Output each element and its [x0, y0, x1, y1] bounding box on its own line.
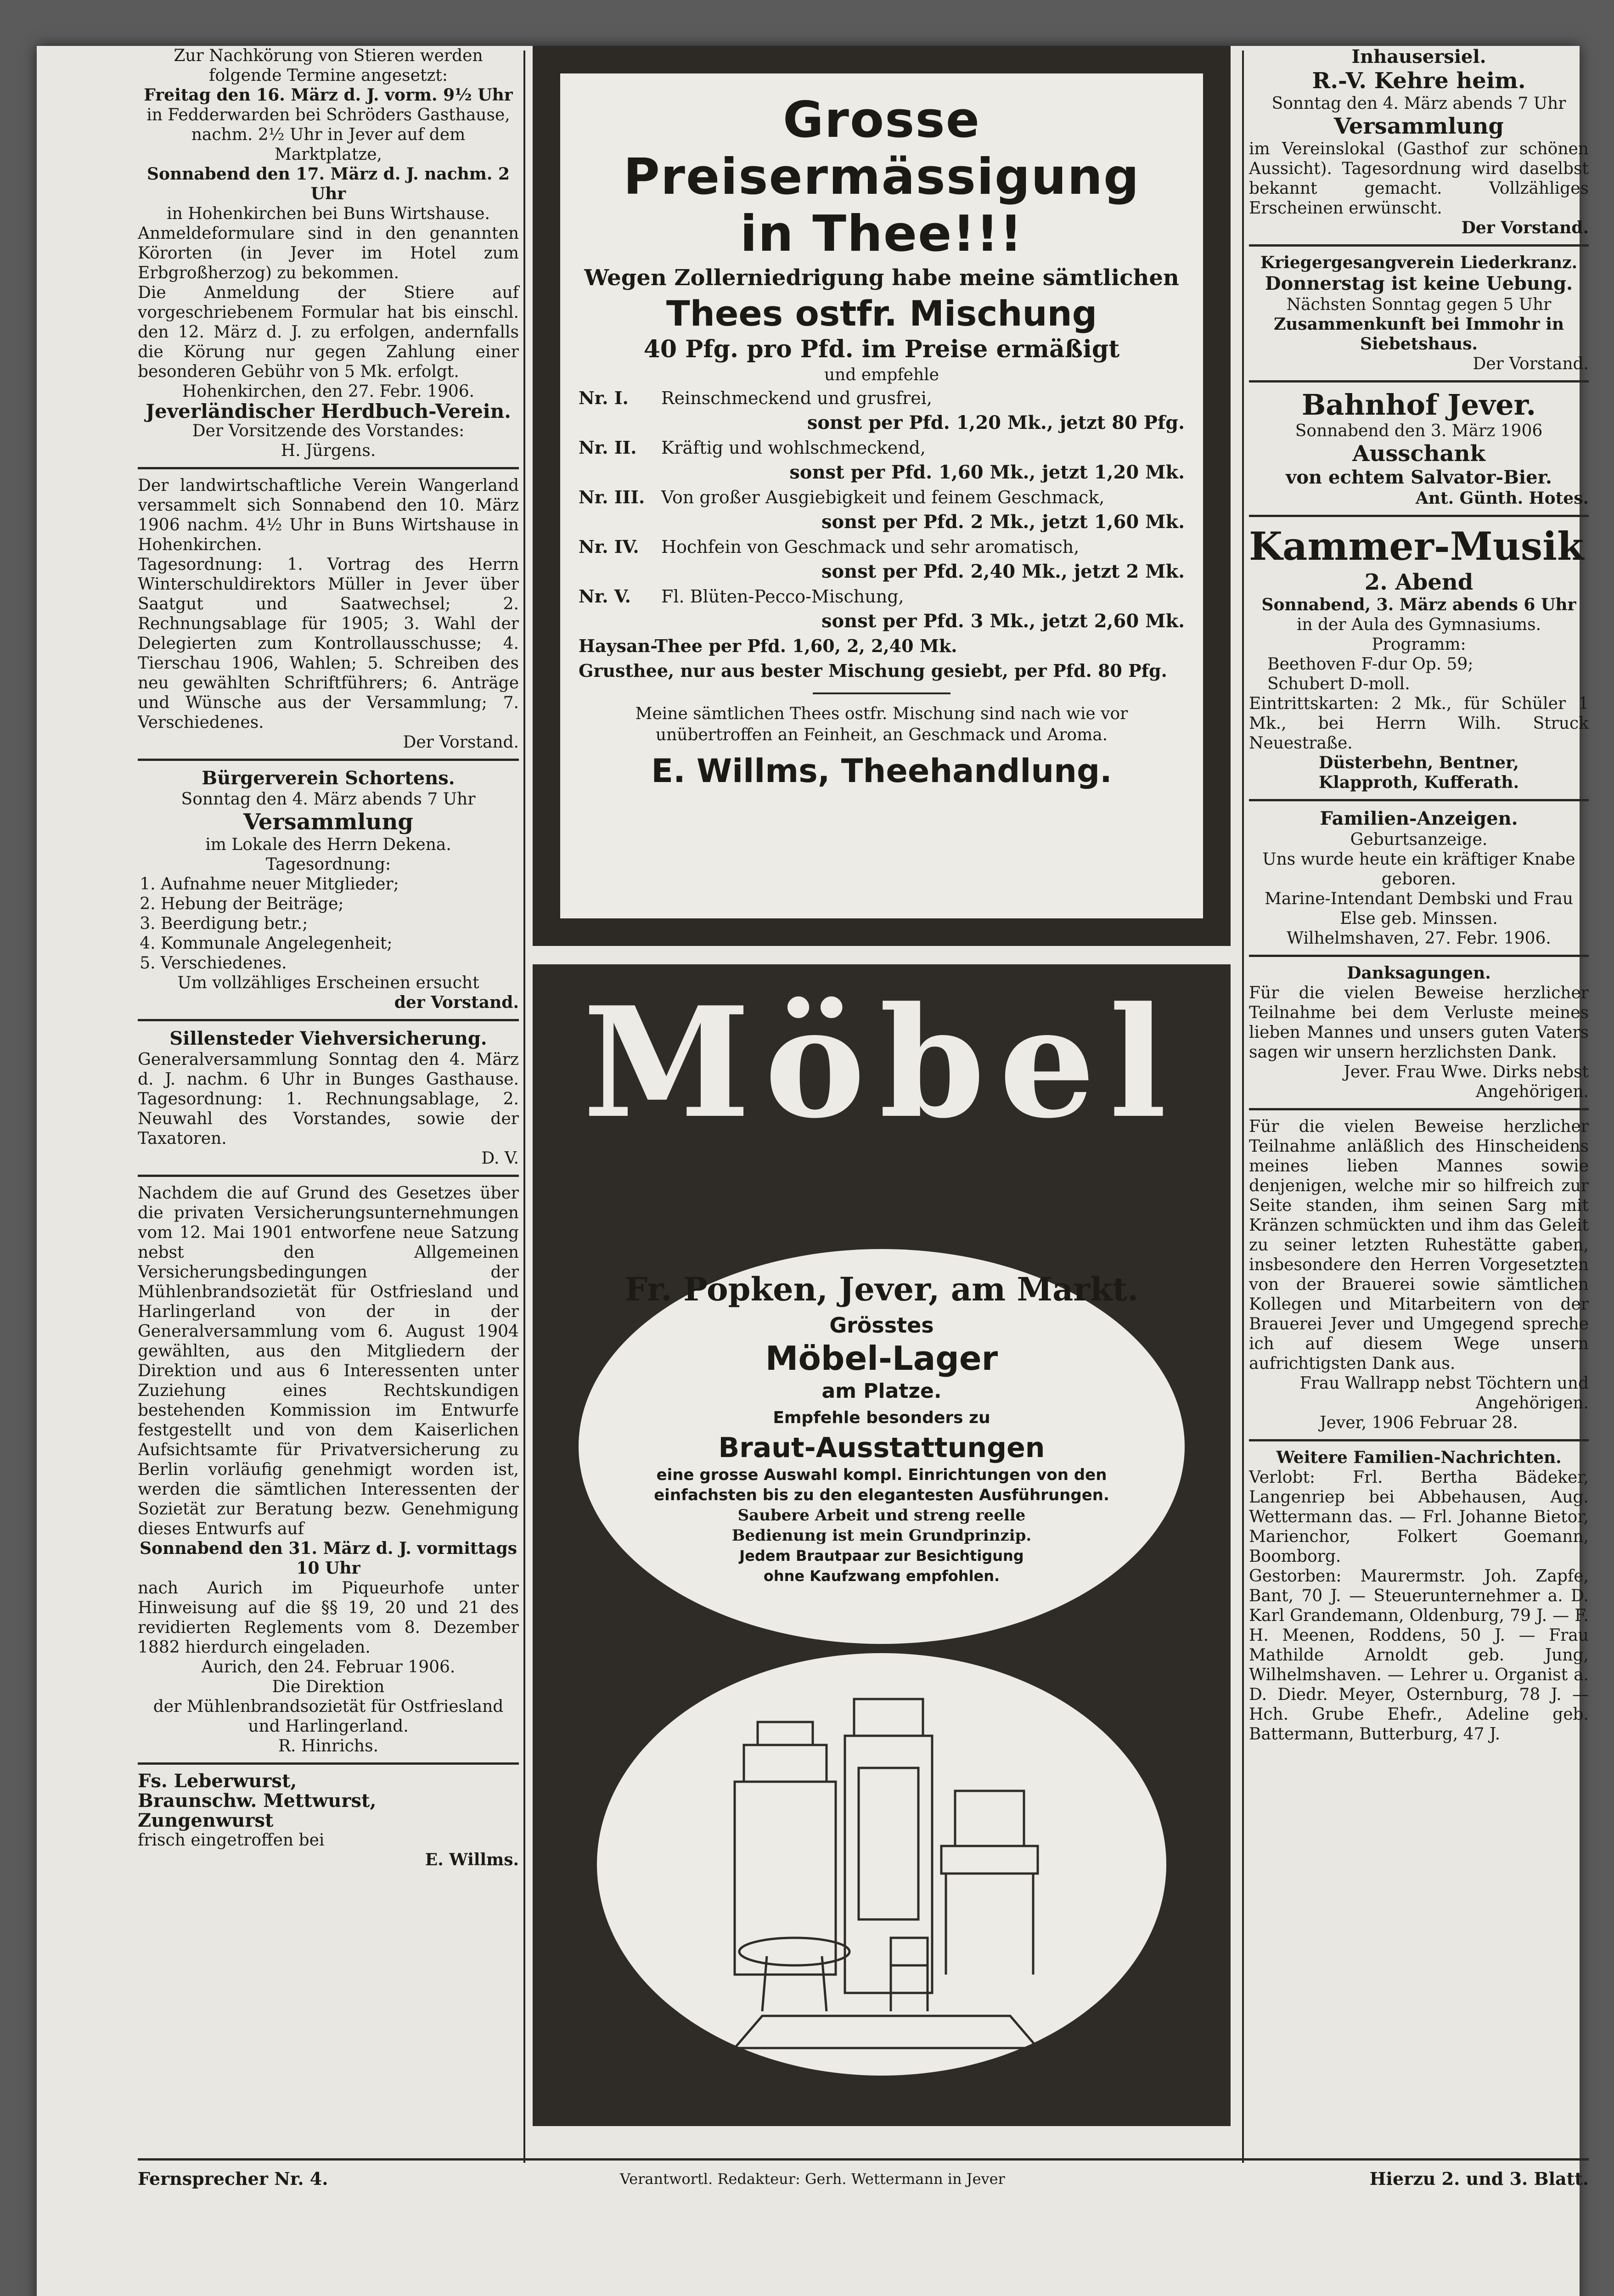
- inhausersiel-title: R.-V. Kehre heim.: [1312, 68, 1526, 94]
- koerung-notice: [138, 46, 519, 461]
- moebel-empfehle: Empfehle besonders zu: [773, 1408, 990, 1427]
- buergerverein-sign: der Vorstand.: [394, 993, 519, 1012]
- divider: [138, 1019, 519, 1021]
- sillenstede-title: Sillensteder Viehversicherung.: [169, 1028, 487, 1049]
- moebel-braut: Braut-Ausstattungen: [718, 1432, 1045, 1464]
- kammer-place: in der Aula des Gymnasiums.: [1296, 615, 1541, 634]
- inhausersiel-sign: Der Vorstand.: [1461, 218, 1589, 237]
- tea-item-nr: Nr. IV.: [579, 536, 639, 557]
- moebel-arc: Fr. Popken, Jever, am Markt.: [624, 1270, 1139, 1308]
- tea-grus: Grusthee, nur aus bester Mischung gesiebt, per Pfd. 80 Pfg.: [579, 660, 1167, 681]
- krieger-bold: Zusammenkunft bei Immohr in Siebetshaus.: [1273, 315, 1564, 354]
- geburt-date: Wilhelmshaven, 27. Febr. 1906.: [1287, 929, 1551, 948]
- tea-item: [579, 386, 1185, 435]
- agenda-item: 4. Kommunale Angelegenheit;: [161, 934, 519, 953]
- divider: [1249, 515, 1589, 517]
- agenda-item: 3. Beerdigung betr.;: [161, 914, 519, 934]
- landwirt-notice: [138, 476, 519, 752]
- divider: [1249, 1439, 1589, 1441]
- middle-column: [528, 46, 1244, 2126]
- bahnhof-body: von echtem Salvator-Bier.: [1286, 467, 1552, 488]
- tea-item-desc: Von großer Ausgiebigkeit und feinem Geschmack,: [661, 487, 1105, 507]
- tea-brand: Thees ostfr. Mischung: [666, 293, 1097, 334]
- landwirt-body: Der landwirtschaftliche Verein Wangerland versammelt sich Sonnabend den 10. März 1906 nachm. 4½ Uhr in Buns Wirtshause in Hohenkirchen.: [138, 476, 519, 554]
- tea-item: [579, 435, 1185, 485]
- bahnhof-date: Sonnabend den 3. März 1906: [1295, 422, 1543, 440]
- muehlen-body2: nach Aurich im Piqueurhofe unter Hinweisung auf die §§ 19, 20 und 21 des revidierten Reglements vom 8. Dezember 1882 hierdurch eingeladen.: [138, 1579, 519, 1657]
- muehlen-date: Sonnabend den 31. März d. J. vormittags 10 Uhr: [140, 1539, 517, 1578]
- agenda-item: 5. Verschiedenes.: [161, 953, 519, 973]
- buergerverein-date: Sonntag den 4. März abends 7 Uhr: [181, 790, 476, 809]
- inhausersiel-heading: Versammlung: [1334, 113, 1504, 139]
- tea-item-nr: Nr. II.: [579, 437, 637, 458]
- tea-sub1: Wegen Zollerniedrigung habe meine sämtlichen: [584, 265, 1179, 291]
- sillenstede-sign: D. V.: [481, 1149, 519, 1168]
- sillenstede-notice: [138, 1028, 519, 1168]
- kammer-names2: Klapproth, Kufferath.: [1318, 773, 1519, 792]
- tea-item: [579, 485, 1185, 535]
- geburt-title: Geburtsanzeige.: [1350, 830, 1488, 849]
- tea-item: [579, 535, 1185, 584]
- divider: [1249, 799, 1589, 801]
- koerung-body2: Die Anmeldung der Stiere auf vorgeschriebenem Formular hat bis einschl. den 12. März d. J. zu erfolgen, andernfalls die Körung nur gegen Zahlung einer besonderen Gebühr von 5 Mk. erfolgt.: [138, 283, 519, 381]
- muehlen-sign1: Die Direktion: [272, 1677, 385, 1696]
- muehlen-sign2: der Mühlenbrandsozietät für Ostfriesland und Harlingerland.: [153, 1697, 504, 1736]
- koerung-place2: in Hohenkirchen bei Buns Wirtshause.: [167, 204, 490, 223]
- koerung-date1: Freitag den 16. März d. J. vorm. 9½ Uhr: [144, 85, 513, 105]
- tea-item-nr: Nr. III.: [579, 487, 645, 507]
- kammer-date: Sonnabend, 3. März abends 6 Uhr: [1261, 595, 1576, 614]
- divider: [1249, 380, 1589, 383]
- tea-item-nr: Nr. I.: [579, 388, 629, 408]
- bahnhof-heading: Ausschank: [1352, 441, 1485, 467]
- koerung-intro: Zur Nachkörung von Stieren werden folgende Termine angesetzt:: [174, 46, 483, 85]
- divider: [138, 759, 519, 761]
- moebel-grundsatz: Saubere Arbeit und streng reelle Bedienung ist mein Grundprinzip.: [731, 1506, 1032, 1545]
- tea-title2: in Thee!!!: [740, 205, 1024, 263]
- moebel-groesstes: Grösstes: [829, 1313, 934, 1338]
- tea-item-desc: Fl. Blüten-Pecco-Mischung,: [661, 586, 904, 607]
- tea-item-price: sonst per Pfd. 3 Mk., jetzt 2,60 Mk.: [821, 610, 1185, 632]
- moebel-lager: Möbel-Lager: [765, 1339, 998, 1378]
- koerung-date2: Sonnabend den 17. März d. J. nachm. 2 Uhr: [146, 164, 510, 203]
- left-column: [138, 46, 519, 1870]
- divider: [138, 1762, 519, 1765]
- wurst-line1: Fs. Leberwurst,: [138, 1770, 297, 1792]
- koerung-signer: H. Jürgens.: [281, 441, 376, 460]
- divider: [138, 1175, 519, 1177]
- muehlen-place-date: Aurich, den 24. Februar 1906.: [201, 1658, 456, 1677]
- geburt-sign: Marine-Intendant Dembski und Frau Else geb. Minssen.: [1265, 889, 1573, 928]
- muehlen-notice: [138, 1183, 519, 1756]
- bahnhof-sign: Ant. Günth. Hotes.: [1415, 489, 1589, 508]
- dank1-sign: Jever. Frau Wwe. Dirks nebst Angehörigen.: [1344, 1063, 1589, 1101]
- weitere-notices: [1249, 1448, 1589, 1744]
- tea-title1: Grosse Preisermässigung: [623, 91, 1140, 206]
- buergerverein-place: im Lokale des Herrn Dekena.: [205, 835, 451, 854]
- tea-item-price: sonst per Pfd. 1,60 Mk., jetzt 1,20 Mk.: [789, 461, 1185, 483]
- tea-haysan: Haysan-Thee per Pfd. 1,60, 2, 2,40 Mk.: [579, 636, 957, 656]
- wurst-line2: Braunschw. Mettwurst,: [138, 1790, 377, 1812]
- divider: [1249, 1108, 1589, 1110]
- krieger-title: Kriegergesangverein Liederkranz.: [1260, 253, 1578, 272]
- tea-item-desc: Hochfein von Geschmack und sehr aromatisch,: [661, 537, 1080, 557]
- tea-ad: [533, 46, 1231, 946]
- muehlen-body: Nachdem die auf Grund des Gesetzes über die privaten Versicherungsunternehmungen vom 12. Mai 1901 entworfene neue Satzung nebst den Allgemeinen Versicherungsbedingungen der Mühlenbrandsozietät für Ostfriesland und Harlingerland von der in der Generalversammlung vom 6. August 1904 gewählten, aus den Mitgliedern der Direktion und aus 6 Interessenten unter Zuziehung eines Rechtskundigen bestehenden Kommission im Entwurfe festgestellt und von dem Kaiserlichen Aufsichtsamte für Privatversicherung zu Berlin vorläufig genehmigt worden ist, werden die sämtlichen Interessenten der Sozietät zur Beratung bezw. Genehmigung dieses Entwurfs auf: [138, 1184, 519, 1538]
- footer-center: Verantwortl. Redakteur: Gerh. Wettermann in Jever: [620, 2170, 1005, 2188]
- wurst-sign: E. Willms.: [425, 1850, 519, 1869]
- divider: [1249, 244, 1589, 247]
- moebel-am-platze: am Platze.: [821, 1379, 942, 1403]
- wurst-ad: [138, 1771, 519, 1870]
- krieger-sign: Der Vorstand.: [1473, 355, 1589, 373]
- buergerverein-closing: Um vollzähliges Erscheinen ersucht: [177, 974, 479, 992]
- kammer-names1: Düsterbehn, Bentner,: [1319, 753, 1519, 772]
- kammer-sub: 2. Abend: [1364, 569, 1473, 595]
- moebel-ad: [533, 964, 1231, 2126]
- kammer-tickets: Eintrittskarten: 2 Mk., für Schüler 1 Mk., bei Herrn Wilh. Struck Neuestraße.: [1249, 694, 1589, 753]
- tea-item-price: sonst per Pfd. 2,40 Mk., jetzt 2 Mk.: [821, 561, 1185, 582]
- weitere-verlobt: Verlobt: Frl. Bertha Bädeker, Langenriep bei Abbehausen, Aug. Wettermann das. — Frl. Johanne Bietor, Marienchor, Folkert Goemann, Boomborg.: [1249, 1468, 1589, 1566]
- koerung-place1: in Fedderwarden bei Schröders Gasthause, nachm. 2½ Uhr in Jever auf dem Marktplatze,: [146, 106, 510, 164]
- buergerverein-heading: Versammlung: [243, 809, 413, 835]
- koerung-body: Anmeldeformulare sind in den genannten Körorten (in Jever im Hotel zum Erbgroßherzog) zu bekommen.: [138, 224, 519, 282]
- moebel-word: Möbel: [583, 974, 1181, 1152]
- column-divider: [523, 51, 525, 2163]
- muehlen-sign3: R. Hinrichs.: [278, 1737, 379, 1756]
- weitere-title: Weitere Familien-Nachrichten.: [1276, 1448, 1562, 1467]
- kammer-title: Kammer-Musik: [1249, 523, 1584, 569]
- geburt-body: Uns wurde heute ein kräftiger Knabe geboren.: [1262, 850, 1575, 889]
- tea-item-desc: Kräftig und wohlschmeckend,: [661, 438, 926, 458]
- tea-item: [579, 584, 1185, 634]
- wurst-line4: frisch eingetroffen bei: [138, 1831, 325, 1850]
- dank2-body: Für die vielen Beweise herzlicher Teilnahme anläßlich des Hinscheidens meines lieben Mannes sowie denjenigen, welche mir so hilfreich zur Seite standen, ihm seinen Sarg mit Kränzen schmückten und ihm das Geleit zu seiner letzten Ruhestätte gaben, insbesondere den Herren Vorgesetzten von der Brauerei sowie sämtlichen Kollegen und Mitarbeitern von der Brauerei Jever und Umgegend spreche ich auf diesem Wege unsern aufrichtigsten Dank aus.: [1249, 1117, 1589, 1373]
- wurst-line3: Zungenwurst: [138, 1810, 274, 1831]
- sillenstede-body: Generalversammlung Sonntag den 4. März d. J. nachm. 6 Uhr in Bunges Gasthause. Tagesordnung: 1. Rechnungsablage, 2. Neuwahl des Vorstandes, sowie der Taxatoren.: [138, 1050, 519, 1148]
- krieger-heading: Donnerstag ist keine Uebung.: [1265, 273, 1573, 294]
- tea-item-nr: Nr. V.: [579, 586, 631, 607]
- weitere-gestorben: Gestorben: Maurermstr. Joh. Zapfe, Bant, 70 J. — Steuerunternehmer a. D. Karl Grandemann, Oldenburg, 79 J. — F. H. Meenen, Roddens, 50 J. — Frau Mathilde Arnoldt geb. Jung, Wilhelmshaven. — Lehrer u. Organist a. D. Diedr. Meyer, Osternburg, 78 J. — Hch. Grube Ehefr., Adeline geb. Battermann, Butterburg, 47 J.: [1249, 1567, 1589, 1744]
- inhausersiel-place: Inhausersiel.: [1351, 46, 1486, 68]
- buergerverein-title: Bürgerverein Schortens.: [202, 767, 455, 789]
- inhausersiel-date: Sonntag den 4. März abends 7 Uhr: [1271, 94, 1566, 113]
- tea-ad-inner: [560, 73, 1203, 918]
- dank-title: Danksagungen.: [1347, 963, 1491, 983]
- tea-sub3: und empfehle: [824, 366, 939, 384]
- footer-right: Hierzu 2. und 3. Blatt.: [1369, 2168, 1589, 2189]
- buergerverein-agenda: [138, 874, 519, 973]
- krieger-notice: [1249, 253, 1589, 374]
- inhausersiel-notice: [1249, 46, 1589, 238]
- familie-title: Familien-Anzeigen.: [1320, 808, 1518, 829]
- furniture-illustration: [707, 1681, 1056, 2057]
- moebel-text-block: [615, 1267, 1148, 1586]
- moebel-besichtigung: Jedem Brautpaar zur Besichtigung ohne Kaufzwang empfohlen.: [739, 1547, 1024, 1585]
- krieger-body: Nächsten Sonntag gegen 5 Uhr: [1286, 295, 1552, 314]
- divider: [1249, 955, 1589, 957]
- moebel-auswahl: eine grosse Auswahl kompl. Einrichtungen von den einfachsten bis zu den elegantesten Ausführungen.: [654, 1466, 1109, 1504]
- right-column: [1249, 46, 1589, 1744]
- dank1-body: Für die vielen Beweise herzlicher Teilnahme bei dem Verluste meines lieben Mannes und unsers guten Vaters sagen wir unsern herzlichsten Dank.: [1249, 984, 1589, 1062]
- kammer-program-label: Programm:: [1372, 635, 1466, 654]
- dank2-date: Jever, 1906 Februar 28.: [1320, 1413, 1518, 1432]
- buergerverein-notice: [138, 767, 519, 1013]
- kammer-notice: [1249, 523, 1589, 793]
- tea-sub2: 40 Pfg. pro Pfd. im Preise ermäßigt: [643, 335, 1120, 363]
- koerung-place-date: Hohenkirchen, den 27. Febr. 1906.: [182, 382, 475, 401]
- koerung-org: Jeverländischer Herdbuch-Verein.: [146, 400, 511, 422]
- bahnhof-title: Bahnhof Jever.: [1301, 388, 1536, 422]
- landwirt-body2: Tagesordnung: 1. Vortrag des Herrn Winterschuldirektors Müller in Jever über Saatgut und Saatwechsel; 2. Rechnungsablage für 1905; 3. Wahl der Delegierten zum Kontrollausschusse; 4. Tierschau 1906, Wahlen; 5. Schreiben des neu gewählten Schriftführers; 6. Anträge und Wünsche aus der Versammlung; 7. Verschiedenes.: [138, 555, 519, 732]
- tea-item-desc: Reinschmeckend und grusfrei,: [661, 388, 932, 408]
- inhausersiel-body: im Vereinslokal (Gasthof zur schönen Aussicht). Tagesordnung wird daselbst bekannt gemacht. Vollzähliges Erscheinen erwünscht.: [1249, 140, 1589, 218]
- divider: [813, 692, 950, 694]
- kammer-program2: Schubert D-moll.: [1267, 675, 1410, 693]
- kammer-program1: Beethoven F-dur Op. 59;: [1267, 655, 1473, 674]
- footer-left: Fernsprecher Nr. 4.: [138, 2168, 328, 2189]
- buergerverein-agenda-label: Tagesordnung:: [265, 855, 391, 874]
- dank2-sign: Frau Wallrapp nebst Töchtern und Angehörigen.: [1299, 1374, 1589, 1412]
- landwirt-sign: Der Vorstand.: [403, 733, 519, 752]
- agenda-item: 2. Hebung der Beiträge;: [161, 894, 519, 914]
- tea-sign: E. Willms, Theehandlung.: [651, 752, 1112, 790]
- familie-notices: [1249, 808, 1589, 1433]
- agenda-item: 1. Aufnahme neuer Mitglieder;: [161, 874, 519, 894]
- koerung-signer-line: Der Vorsitzende des Vorstandes:: [192, 422, 465, 440]
- tea-note: Meine sämtlichen Thees ostfr. Mischung sind nach wie vor unübertroffen an Feinheit, an Geschmack und Aroma.: [635, 704, 1128, 744]
- bahnhof-notice: [1249, 389, 1589, 508]
- page-footer: [138, 2158, 1589, 2197]
- divider: [138, 467, 519, 469]
- tea-item-price: sonst per Pfd. 2 Mk., jetzt 1,60 Mk.: [821, 511, 1185, 533]
- tea-item-price: sonst per Pfd. 1,20 Mk., jetzt 80 Pfg.: [807, 412, 1185, 433]
